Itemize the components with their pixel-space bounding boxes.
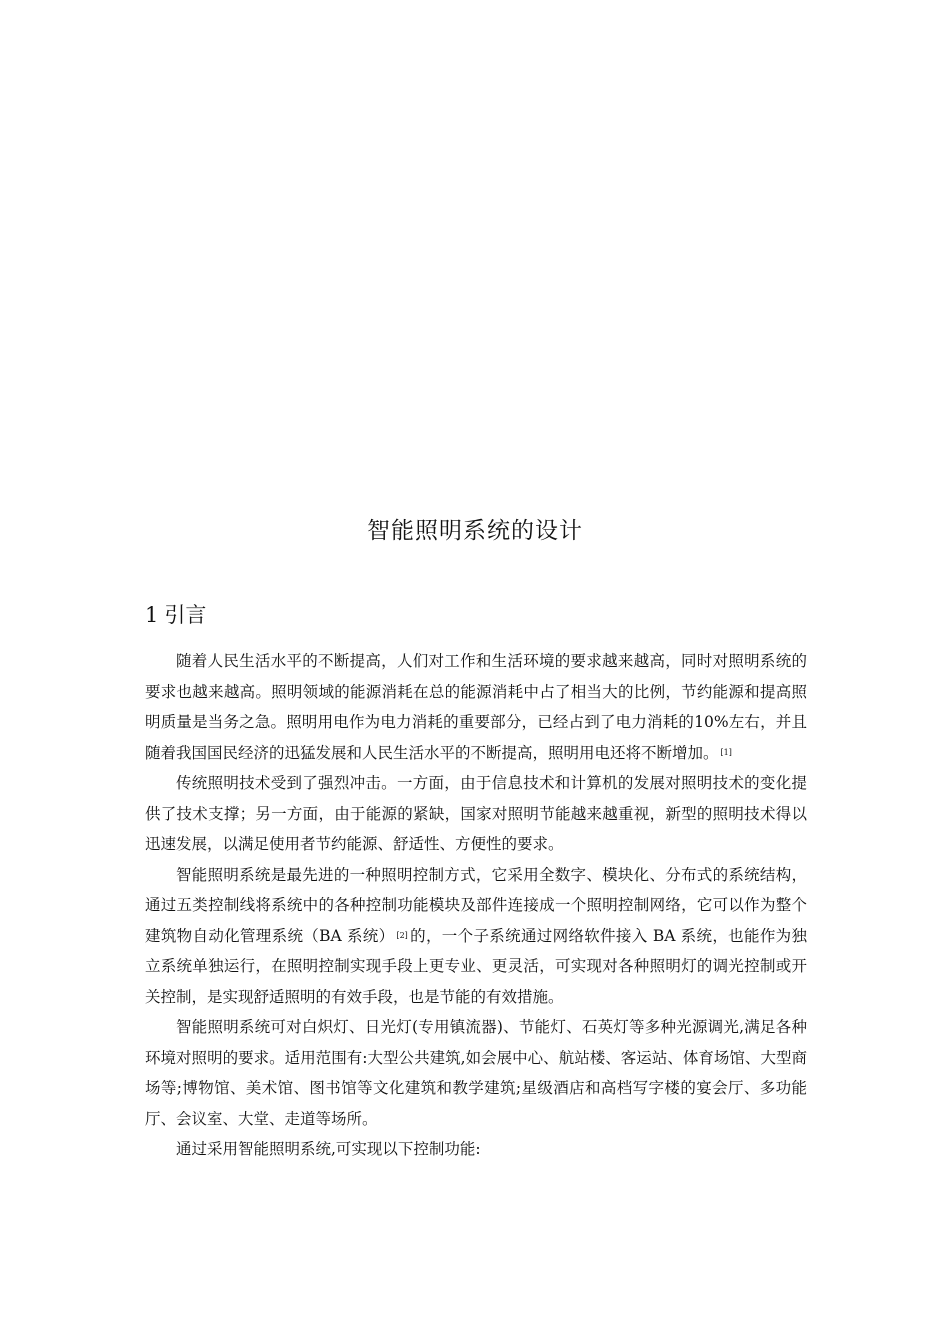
document-body [145,646,807,1165]
paragraph [145,1012,807,1134]
paragraph-text: 传统照明技术受到了强烈冲击。一方面，由于信息技术和计算机的发展对照明技术的变化提供了技术支撑；另一方面，由于能源的紧缺，国家对照明节能越来越重视，新型的照明技术得以迅速发展，以满足使用者节约能源、舒适性、方便性的要求。 [145,774,807,853]
paragraph [145,1134,807,1165]
paragraph-text-continued: 的，一个子系统通过网络软件接入 BA 系统，也能作为独立系统单独运行，在照明控制实现手段上更专业、更灵活，可实现对各种照明灯的调光控制或开关控制，是实现舒适照明的有效手段，也是节能的有效措施。 [145,926,807,1006]
citation-marker: [2] [396,930,408,940]
section-heading [145,600,206,630]
citation-marker: [1] [720,747,732,757]
paragraph [145,768,807,860]
paragraph [145,860,807,1013]
paragraph-text: 智能照明系统是最先进的一种照明控制方式，它采用全数字、模块化、分布式的系统结构，通过五类控制线将系统中的各种控制功能模块及部件连接成一个照明控制网络，它可以作为整个建筑物自动化管理系统（BA 系统） [145,865,807,945]
section-heading-text: 引言 [164,603,207,627]
document-title: 智能照明系统的设计 [367,518,583,544]
paragraph-text: 智能照明系统可对白炽灯、日光灯(专用镇流器)、节能灯、石英灯等多种光源调光,满足各种环境对照明的要求。适用范围有:大型公共建筑,如会展中心、航站楼、客运站、体育场馆、大型商场等;博物馆、美术馆、图书馆等文化建筑和教学建筑;星级酒店和高档写字楼的宴会厅、多功能厅、会议室、大堂、走道等场所。 [145,1018,807,1128]
paragraph [145,646,807,768]
paragraph-text: 通过采用智能照明系统,可实现以下控制功能: [176,1140,481,1158]
paragraph-text: 随着人民生活水平的不断提高，人们对工作和生活环境的要求越来越高，同时对照明系统的要求也越来越高。照明领域的能源消耗在总的能源消耗中占了相当大的比例，节约能源和提高照明质量是当务之急。照明用电作为电力消耗的重要部分，已经占到了电力消耗的10%左右，并且随着我国国民经济的迅猛发展和人民生活水平的不断提高，照明用电还将不断增加。 [145,652,807,762]
section-number: 1 [145,603,159,627]
